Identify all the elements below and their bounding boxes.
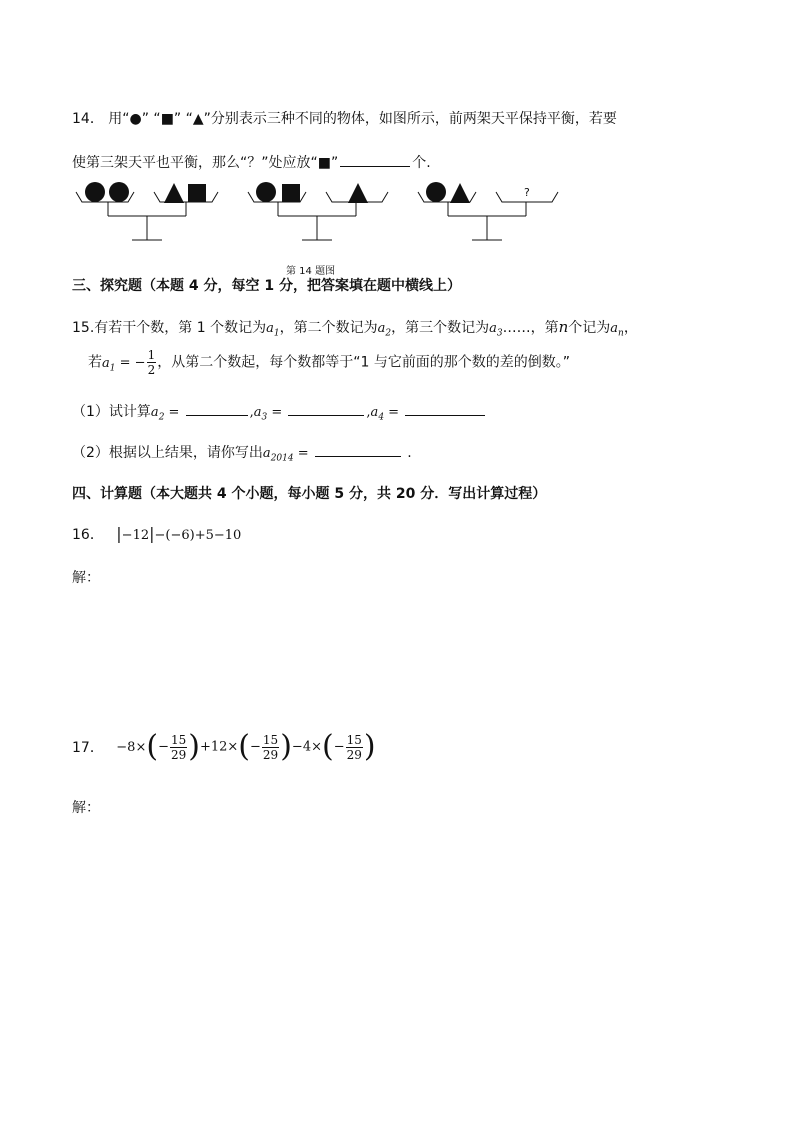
q14-line2-suffix: 个. [412, 155, 431, 171]
q15-line1 [72, 317, 638, 339]
circle-shape-icon [426, 182, 446, 202]
triangle-shape-icon [348, 183, 368, 203]
circle-shape-icon [256, 182, 276, 202]
scale-3-question-mark: ? [524, 186, 530, 199]
q14-line1: 14． 用“●” “■” “▲”分别表示三种不同的物体，如图所示，前两架天平保持平衡，若要 [72, 111, 617, 127]
math-a2: $a_2$ [150, 405, 165, 423]
balance-scale-1 [76, 182, 218, 240]
q15-text: ，第三个数记为 [391, 320, 490, 336]
q17-term: −8× [116, 739, 147, 755]
circle-shape-icon [85, 182, 105, 202]
q15-equals: = − [115, 355, 146, 371]
q14-line2-prefix: 使第三架天平也平衡，那么“？”处应放“■” [72, 155, 339, 171]
q15-part2-end: . [402, 445, 412, 461]
q17-solution-label: 解： [72, 800, 100, 816]
q17-number: 17． [72, 740, 104, 756]
section4-heading: 四、计算题（本大题共 4 个小题，每小题 5 分，共 20 分．写出计算过程） [72, 486, 547, 502]
a2-answer-blank[interactable] [186, 401, 248, 416]
a3-answer-blank[interactable] [288, 401, 364, 416]
q15-text: 个记为 [568, 320, 611, 336]
q15-part1-label: （1）试计算 [72, 404, 151, 420]
q15-part2: （2）根据以上结果，请你写出$a_{2014}$ = . [72, 442, 412, 464]
math-a4: $a_4$ [370, 405, 385, 423]
math-a3: $a_3$ [489, 321, 503, 339]
q17-problem: 17． −8×(− $\frac{15}{29}$ )+12×(− $\frac{15}{29}$ )−4×(− $\frac{15}{29}$ ) [72, 729, 376, 764]
q14-answer-blank[interactable] [340, 152, 410, 167]
q16-expression: |−12|−(−6)+5−10 [116, 524, 242, 543]
math-a2014: $a_{2014}$ [262, 446, 294, 464]
balance-scales-figure [70, 176, 570, 272]
square-shape-icon [188, 184, 206, 202]
q15-part2-label: （2）根据以上结果，请你写出 [72, 445, 263, 461]
q14-figure-caption: 第 14 题图 [286, 266, 336, 277]
a4-answer-blank[interactable] [405, 401, 485, 416]
q17-term: −4× [291, 739, 322, 755]
fraction-15-29: $\frac{15}{29}$ [262, 732, 279, 762]
square-shape-icon [282, 184, 300, 202]
fraction-15-29: $\frac{15}{29}$ [346, 732, 362, 762]
q15-text: 15.有若干个数，第 1 个数记为 [72, 320, 267, 336]
balance-scale-3 [418, 182, 558, 240]
q15-part1: （1）试计算$a_2 = ,a_3 = ,a_4$ = [72, 401, 487, 423]
q16-number: 16． [72, 527, 104, 543]
circle-shape-icon [109, 182, 129, 202]
q17-term: +12× [199, 739, 239, 755]
triangle-shape-icon [450, 183, 470, 203]
q15-text: ，第二个数记为 [279, 320, 378, 336]
math-a2: $a_2$ [377, 321, 392, 339]
q16-solution-label: 解： [72, 570, 100, 586]
q14-line2 [72, 152, 431, 172]
q16-problem [72, 524, 241, 544]
triangle-shape-icon [164, 183, 184, 203]
fraction-one-half: $\frac{1}{2}$ [147, 348, 156, 377]
math-a1: $a_1$ [266, 321, 280, 339]
a2014-answer-blank[interactable] [315, 442, 401, 457]
math-a1: $a_1$ [102, 355, 116, 374]
section3-heading: 三、探究题（本题 4 分，每空 1 分，把答案填在题中横线上） [72, 278, 461, 294]
q15-line2 [88, 348, 570, 377]
math-a3: $a_3$ [253, 405, 268, 423]
math-n: n [558, 318, 569, 336]
q15-text: ……，第 [502, 320, 559, 336]
q15-text: 若 [88, 354, 102, 371]
math-an: $a_n$ [610, 321, 624, 339]
q15-text: ，从第二个数起，每个数都等于“1 与它前面的那个数的差的倒数。” [157, 354, 571, 371]
q15-text: ， [623, 320, 638, 336]
fraction-15-29: $\frac{15}{29}$ [170, 732, 187, 762]
balance-scale-2 [248, 182, 388, 240]
